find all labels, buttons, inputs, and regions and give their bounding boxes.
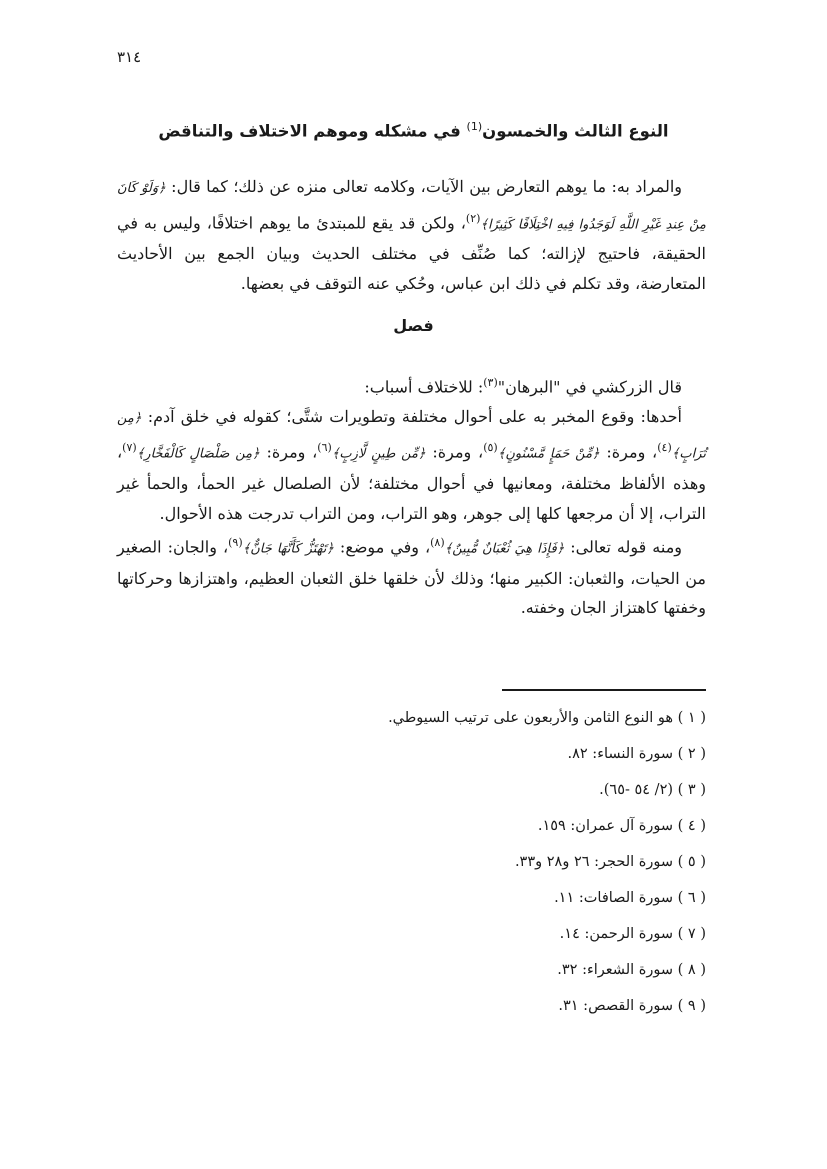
- text-run: : للاختلاف أسباب:: [364, 377, 484, 397]
- text-run: ، ومرة:: [259, 442, 318, 462]
- footnote-ref[interactable]: (1): [466, 120, 483, 133]
- footnote-ref[interactable]: (٥): [483, 441, 498, 455]
- quran-quote: ﴿مِّن طِينٍ لَّازِبٍ﴾: [331, 446, 426, 462]
- text-run: أحدها: وقوع المخبر به على أحوال مختلفة وتطويرات شتَّى؛ كقوله في خلق آدم:: [141, 406, 682, 426]
- chapter-title-text: النوع الثالث والخمسون: [482, 121, 669, 141]
- footnote-item: ( ٧ ) سورة الرحمن: ١٤.: [559, 926, 706, 942]
- footnote-item: ( ٦ ) سورة الصافات: ١١.: [554, 890, 706, 906]
- footnote-ref[interactable]: (٧): [122, 441, 137, 455]
- paragraph: [117, 528, 706, 623]
- paragraph: [117, 402, 706, 528]
- footnote-item: ( ٥ ) سورة الحجر: ٢٦ و٢٨ و٣٣.: [514, 854, 706, 870]
- text-run: ، والجان: الصغير من الحيات، والثعبان: الكبير منها؛ وذلك لأن خلقها خلق الثعبان العظيم، واهتزازها وحركاتها وخفتها كاهتزاز الجان وخفته.: [117, 537, 706, 618]
- footnote-item: ( ٤ ) سورة آل عمران: ١٥٩.: [537, 818, 706, 834]
- footnote-item: ( ٩ ) سورة القصص: ٣١.: [558, 998, 706, 1014]
- text-run: ، ومرة:: [599, 442, 658, 462]
- chapter-title-text: في مشكله وموهم الاختلاف والتناقض: [158, 121, 467, 141]
- paragraph: [117, 368, 706, 402]
- quran-quote: ﴿فَإِذَا هِيَ ثُعْبَانٌ مُّبِينٌ﴾: [444, 541, 565, 557]
- main-text: [117, 368, 706, 623]
- text-run: ، ومرة:: [425, 442, 484, 462]
- quran-quote: ﴿مِن تُرَابٍ﴾: [117, 410, 707, 462]
- footnote-item: ( ٣ ) (٢/ ٥٤ -٦٥).: [599, 782, 706, 798]
- text-run: والمراد به: ما يوهم التعارض بين الآيات، وكلامه تعالى منزه عن ذلك؛ كما قال:: [165, 177, 683, 196]
- footnote-ref[interactable]: (٩): [228, 536, 243, 550]
- footnote-ref[interactable]: (٦): [317, 441, 332, 455]
- footnote-ref[interactable]: (٢): [465, 211, 481, 225]
- page-number: ٣١٤: [117, 48, 142, 66]
- quran-quote: ﴿وَلَوْ كَانَ مِنْ عِندِ غَيْرِ اللَّهِ لَوَجَدُوا فِيهِ اخْتِلَافًا كَثِيرًا﴾: [117, 181, 706, 232]
- quran-quote: ﴿مِّنْ حَمَإٍ مَّسْنُونٍ﴾: [497, 446, 600, 462]
- chapter-title: [120, 120, 707, 141]
- text-run: ومنه قوله تعالى:: [564, 537, 682, 557]
- footnotes-list: [117, 706, 706, 1030]
- quran-quote: ﴿مِن صَلْصَالٍ كَالْفَخَّارِ﴾: [136, 446, 260, 462]
- footnote-ref[interactable]: (٤): [657, 441, 672, 455]
- text-run: ، ولكن قد يقع للمبتدئ ما يوهم اختلافًا، وليس به في الحقيقة، فاحتيج لإزالته؛ كما صُنِّف في مختلف الحديث وبيان الجمع بين الأحاديث المتعارضة، وقد تكلم في ذلك ابن عباس، وحُكي عنه التوقف في بعضها.: [117, 212, 707, 293]
- section-heading: فصل: [393, 316, 434, 335]
- intro-paragraph: [117, 172, 706, 298]
- text-run: ، وفي موضع:: [333, 537, 431, 557]
- footnote-item: ( ٨ ) سورة الشعراء: ٣٢.: [557, 962, 706, 978]
- footnote-item: ( ٢ ) سورة النساء: ٨٢.: [567, 746, 706, 762]
- text-run: ، وهذه الألفاظ مختلفة، ومعانيها في أحوال مختلفة؛ لأن الصلصال غير الحمأ، والحمأ غير التراب، إلا أن مرجعها كلها إلى جوهر، وهو التراب، ومن التراب تدرجت هذه الأحوال.: [117, 442, 706, 523]
- text-run: قال الزركشي في "البرهان": [497, 377, 682, 397]
- footnote-divider: [502, 689, 706, 691]
- quran-quote: ﴿تَهْتَزُّ كَأَنَّهَا جَانٌّ﴾: [242, 541, 334, 557]
- footnote-ref[interactable]: (٨): [430, 536, 445, 550]
- footnote-item: ( ١ ) هو النوع الثامن والأربعون على ترتيب السيوطي.: [388, 710, 706, 726]
- footnote-ref[interactable]: (٣): [483, 376, 498, 389]
- paragraph: [117, 172, 706, 298]
